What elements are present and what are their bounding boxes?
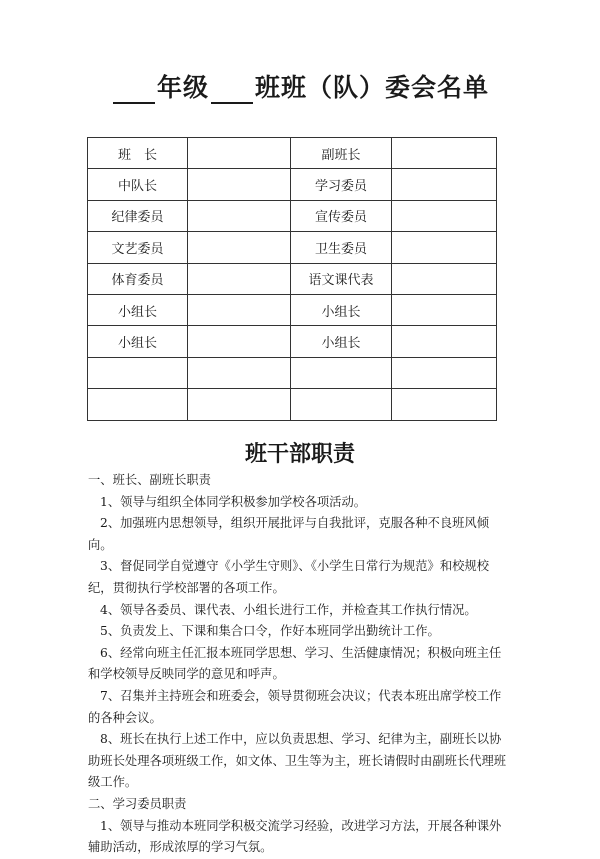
duties-heading: 班干部职责: [244, 441, 355, 467]
role-label-cell: 体育委员: [88, 263, 188, 294]
role-label-cell: 文艺委员: [88, 232, 188, 263]
name-entry-cell[interactable]: [392, 326, 497, 357]
name-entry-cell[interactable]: [188, 389, 291, 420]
duty-item: 7、召集并主持班会和班委会，领导贯彻班会决议；代表本班出席学校工作的各种会议。: [88, 688, 502, 725]
role-label-cell: 中队长: [88, 169, 188, 200]
name-entry-cell[interactable]: [188, 357, 291, 388]
role-label-cell: 小组长: [88, 294, 188, 325]
role-label-cell: [291, 389, 392, 420]
role-label-cell: 小组长: [88, 326, 188, 357]
duty-item: 5、负责发上、下课和集合口令，作好本班同学出勤统计工作。: [100, 624, 440, 639]
role-label-cell: 小组长: [291, 294, 392, 325]
duty-item: 4、领导各委员、课代表、小组长进行工作，并检查其工作执行情况。: [100, 602, 477, 617]
title-grade-label: 年级: [156, 73, 209, 102]
duty-item: 2、加强班内思想领导，组织开展批评与自我批评，克服各种不良班风倾向。: [88, 516, 490, 552]
roster-row: [88, 138, 497, 169]
duty-section-heading: 二、学习委员职责: [88, 796, 187, 811]
name-entry-cell[interactable]: [392, 169, 497, 200]
duties-body: [88, 470, 512, 859]
duty-item: 3、督促同学自觉遵守《小学生守则》、《小学生日常行为规范》和校规校纪，贯彻执行学校部署的各项工作。: [88, 559, 490, 595]
name-entry-cell[interactable]: [188, 232, 291, 263]
roster-row: [88, 357, 497, 388]
roster-row: [88, 389, 497, 420]
role-label-cell: 卫生委员: [291, 232, 392, 263]
grade-blank[interactable]: [113, 80, 155, 104]
duty-item: 6、经常向班主任汇报本班同学思想、学习、生活健康情况；积极向班主任和学校领导反映同学的意见和呼声。: [88, 645, 502, 682]
duty-item: 1、领导与组织全体同学积极参加学校各项活动。: [100, 494, 367, 509]
roster-row: [88, 200, 497, 231]
name-entry-cell[interactable]: [188, 200, 291, 231]
role-label-cell: 小组长: [291, 326, 392, 357]
name-entry-cell[interactable]: [188, 294, 291, 325]
roster-title: [0, 68, 600, 104]
name-entry-cell[interactable]: [188, 169, 291, 200]
name-entry-cell[interactable]: [392, 138, 497, 169]
name-entry-cell[interactable]: [188, 263, 291, 294]
role-label-cell: [88, 357, 188, 388]
name-entry-cell[interactable]: [392, 263, 497, 294]
name-entry-cell[interactable]: [392, 232, 497, 263]
duty-item: 1、领导与推动本班同学积极交流学习经验，改进学习方法，开展各种课外辅助活动，形成浓厚的学习气氛。: [88, 818, 502, 855]
role-label-cell: 纪律委员: [88, 200, 188, 231]
roster-row: [88, 263, 497, 294]
role-label-cell: 语文课代表: [291, 263, 392, 294]
roster-row: [88, 169, 497, 200]
name-entry-cell[interactable]: [392, 200, 497, 231]
name-entry-cell[interactable]: [188, 326, 291, 357]
role-label-cell: [291, 357, 392, 388]
name-entry-cell[interactable]: [392, 294, 497, 325]
roster-row: [88, 232, 497, 263]
committee-roster-table: [87, 137, 497, 421]
role-label-cell: 副班长: [291, 138, 392, 169]
roster-row: [88, 326, 497, 357]
class-blank[interactable]: [211, 80, 253, 104]
roster-body: [88, 138, 497, 421]
duty-item: 8、班长在执行上述工作中，应以负责思想、学习、纪律为主，副班长以协助班长处理各项班级工作，如文体、卫生等为主，班长请假时由副班长代理班级工作。: [88, 732, 507, 790]
name-entry-cell[interactable]: [392, 357, 497, 388]
name-entry-cell[interactable]: [188, 138, 291, 169]
name-entry-cell[interactable]: [392, 389, 497, 420]
role-label-cell: [88, 389, 188, 420]
duty-section-heading: 一、班长、副班长职责: [88, 473, 211, 487]
role-label-cell: 班 长: [88, 138, 188, 169]
title-rest: 班班（队）委会名单: [255, 73, 490, 102]
role-label-cell: 学习委员: [291, 169, 392, 200]
roster-row: [88, 294, 497, 325]
role-label-cell: 宣传委员: [291, 200, 392, 231]
